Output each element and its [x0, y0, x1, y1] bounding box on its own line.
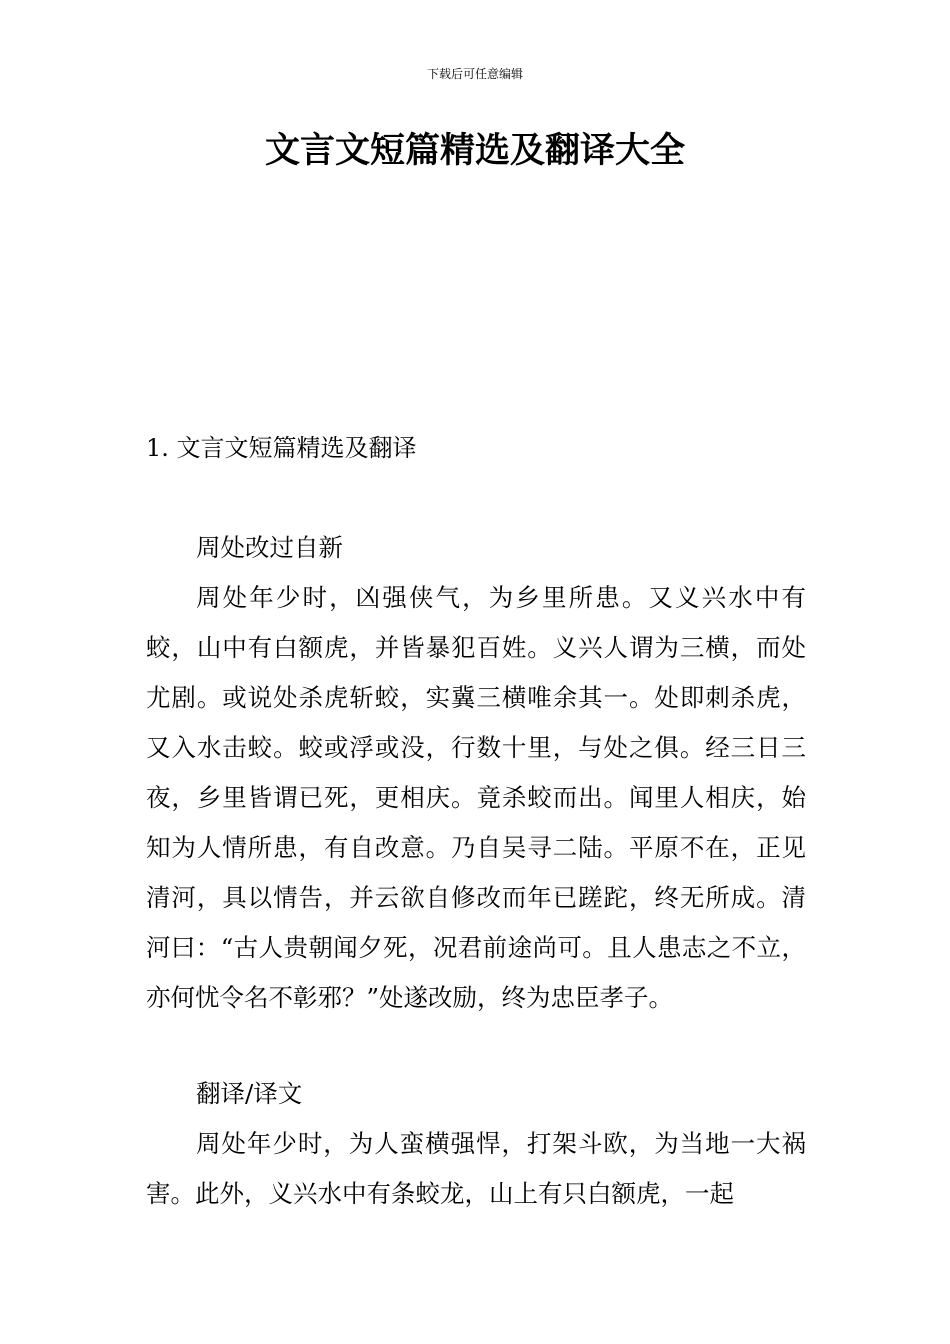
header-note: 下载后可任意编辑 — [426, 67, 523, 81]
translation-label: 翻译/译文 — [196, 1079, 303, 1108]
translation-paragraph: 周处年少时，为人蛮横强悍，打架斗欧，为当地一大祸害。此外，义兴水中有条蛟龙，山上有只白额虎，一起 — [146, 1129, 806, 1208]
story-title: 周处改过自新 — [196, 533, 343, 562]
story-paragraph: 周处年少时，凶强侠气，为乡里所患。又义兴水中有蛟，山中有白额虎，并皆暴犯百姓。义兴人谓为三横，而处尤剧。或说处杀虎斩蛟，实冀三横唯余其一。处即刺杀虎，又入水击蛟。蛟或浮或没，行数十里，与处之俱。经三日三夜，乡里皆谓已死，更相庆。竟杀蛟而出。闻里人相庆，始知为人情所患，有自改意。乃自吴寻二陆。平原不在，正见清河，具以情告，并云欲自修改而年已蹉跎，终无所成。清河曰：“古人贵朝闻夕死，况君前途尚可。且人患志之不立，亦何忧令名不彰邪？”处遂改励，终为忠臣孝子。 — [146, 583, 806, 1012]
document-title: 文言文短篇精选及翻译大全 — [264, 131, 685, 171]
section-heading: 1. 文言文短篇精选及翻译 — [146, 434, 417, 462]
